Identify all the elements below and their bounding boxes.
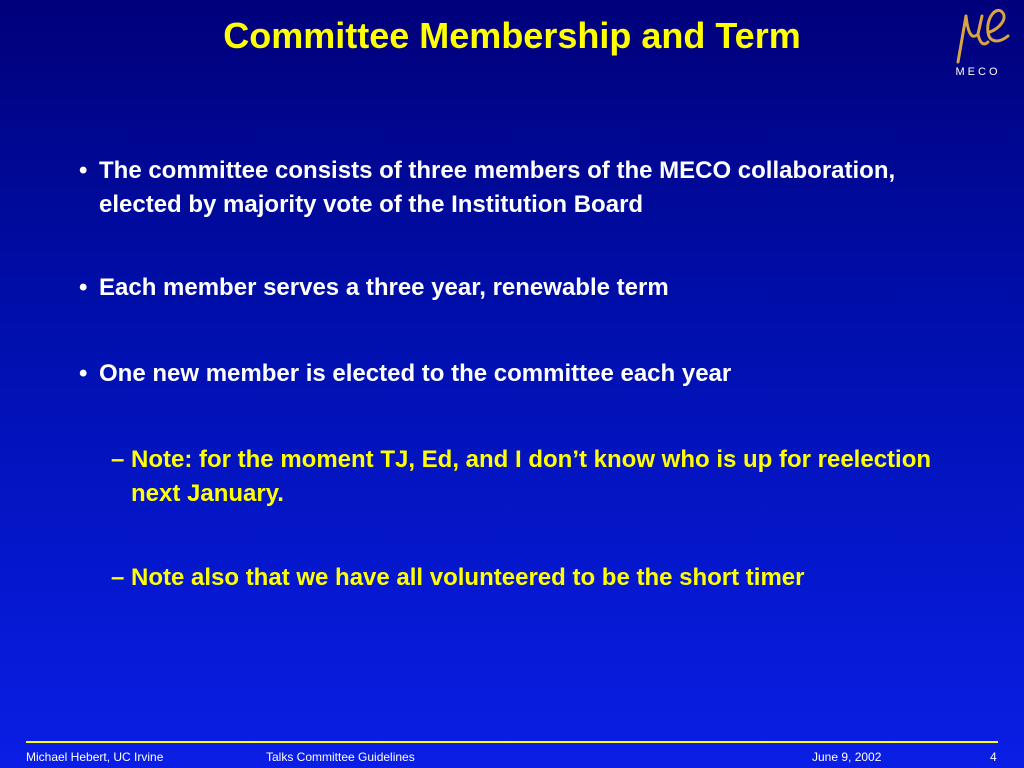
bullet-item — [79, 154, 959, 222]
bullet-text: One new member is elected to the committee each year — [99, 360, 732, 387]
logo-text: MECO — [955, 66, 1001, 78]
sub-bullet-marker: – — [111, 446, 125, 473]
footer-page-number: 4 — [990, 750, 997, 764]
bullet-text: Each member serves a three year, renewable term — [99, 274, 669, 301]
bullet-item — [79, 357, 959, 391]
sub-bullet-text: Note: for the moment TJ, Ed, and I don’t know who is up for reelection next January. — [131, 446, 932, 507]
sub-bullet-text: Note also that we have all volunteered to be the short timer — [131, 564, 805, 591]
footer-author: Michael Hebert, UC Irvine — [26, 750, 164, 764]
bullet-marker: • — [79, 360, 88, 387]
bullet-marker: • — [79, 157, 88, 184]
slide-title: Committee Membership and Term — [223, 15, 801, 56]
bullet-item — [79, 271, 959, 305]
sub-bullet-item — [111, 443, 971, 511]
sub-bullet-item — [111, 561, 971, 595]
footer-divider — [26, 741, 998, 743]
bullet-marker: • — [79, 274, 88, 301]
footer-date: June 9, 2002 — [812, 750, 882, 764]
bullet-text: The committee consists of three members of the MECO collaboration, elected by majority vote of the Institution Board — [99, 157, 896, 218]
footer-talk-title: Talks Committee Guidelines — [266, 750, 415, 764]
sub-bullet-marker: – — [111, 564, 125, 591]
